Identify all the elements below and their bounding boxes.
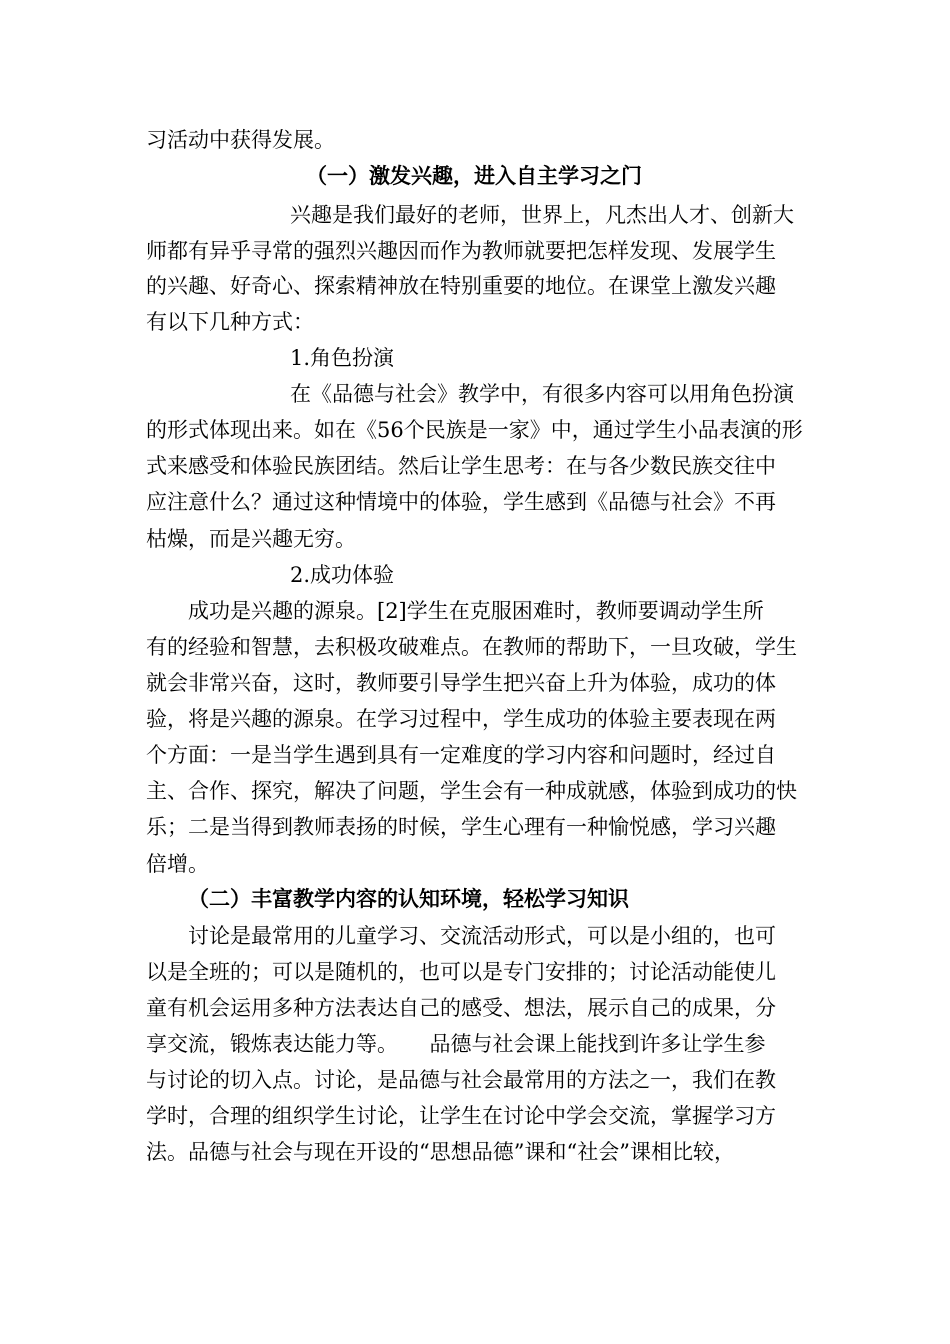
text-line: 童有机会运用多种方法表达自己的感受、想法，展示自己的成果，分: [146, 996, 776, 1020]
text-line: 式来感受和体验民族团结。然后让学生思考：在与各少数民族交往中: [146, 454, 776, 478]
text-line: 以是全班的；可以是随机的，也可以是专门安排的；讨论活动能使儿: [146, 960, 776, 984]
text-line: 成功是兴趣的源泉。[2]学生在克服困难时，教师要调动学生所: [188, 599, 764, 623]
text-line: 主、合作、探究，解决了问题，学生会有一种成就感，体验到成功的快: [146, 779, 797, 803]
text-line: 享交流，锻炼表达能力等。 品德与社会课上能找到许多让学生参: [146, 1032, 766, 1056]
section-heading-1: （一）激发兴趣，进入自主学习之门: [306, 163, 642, 188]
text-line: 倍增。: [146, 852, 209, 876]
text-line: 就会非常兴奋，这时，教师要引导学生把兴奋上升为体验，成功的体: [146, 671, 776, 695]
text-line: 学时，合理的组织学生讨论，让学生在讨论中学会交流，掌握学习方: [146, 1104, 776, 1128]
text-line: 法。品德与社会与现在开设的“思想品德”课和“社会”课相比较，: [146, 1140, 735, 1164]
text-line: 师都有异乎寻常的强烈兴趣因而作为教师就要把怎样发现、发展学生: [146, 239, 776, 263]
subsection-title-1: 1.角色扮演: [290, 346, 395, 370]
text-line: 枯燥，而是兴趣无穷。: [146, 527, 356, 551]
text-line: 应注意什么？通过这种情境中的体验，学生感到《品德与社会》不再: [146, 490, 776, 514]
text-line: 习活动中获得发展。: [146, 128, 335, 152]
text-line: 讨论是最常用的儿童学习、交流活动形式，可以是小组的，也可: [188, 924, 776, 948]
text-line: 验，将是兴趣的源泉。在学习过程中，学生成功的体验主要表现在两: [146, 707, 776, 731]
text-line: 在《品德与社会》教学中，有很多内容可以用角色扮演: [290, 382, 794, 406]
section-heading-2: （二）丰富教学内容的认知环境，轻松学习知识: [188, 886, 629, 911]
text-line: 个方面：一是当学生遇到具有一定难度的学习内容和问题时，经过自: [146, 743, 776, 767]
subsection-title-2: 2.成功体验: [290, 563, 395, 587]
text-line: 的形式体现出来。如在《56个民族是一家》中，通过学生小品表演的形: [146, 418, 803, 442]
text-line: 有的经验和智慧，去积极攻破难点。在教师的帮助下，一旦攻破，学生: [146, 635, 797, 659]
text-line: 兴趣是我们最好的老师，世界上，凡杰出人才、创新大: [290, 203, 794, 227]
text-line: 的兴趣、好奇心、探索精神放在特别重要的地位。在课堂上激发兴趣: [146, 274, 776, 298]
text-line: 有以下几种方式：: [146, 310, 314, 334]
text-line: 乐；二是当得到教师表扬的时候，学生心理有一种愉悦感，学习兴趣: [146, 815, 776, 839]
text-line: 与讨论的切入点。讨论，是品德与社会最常用的方法之一，我们在教: [146, 1068, 776, 1092]
